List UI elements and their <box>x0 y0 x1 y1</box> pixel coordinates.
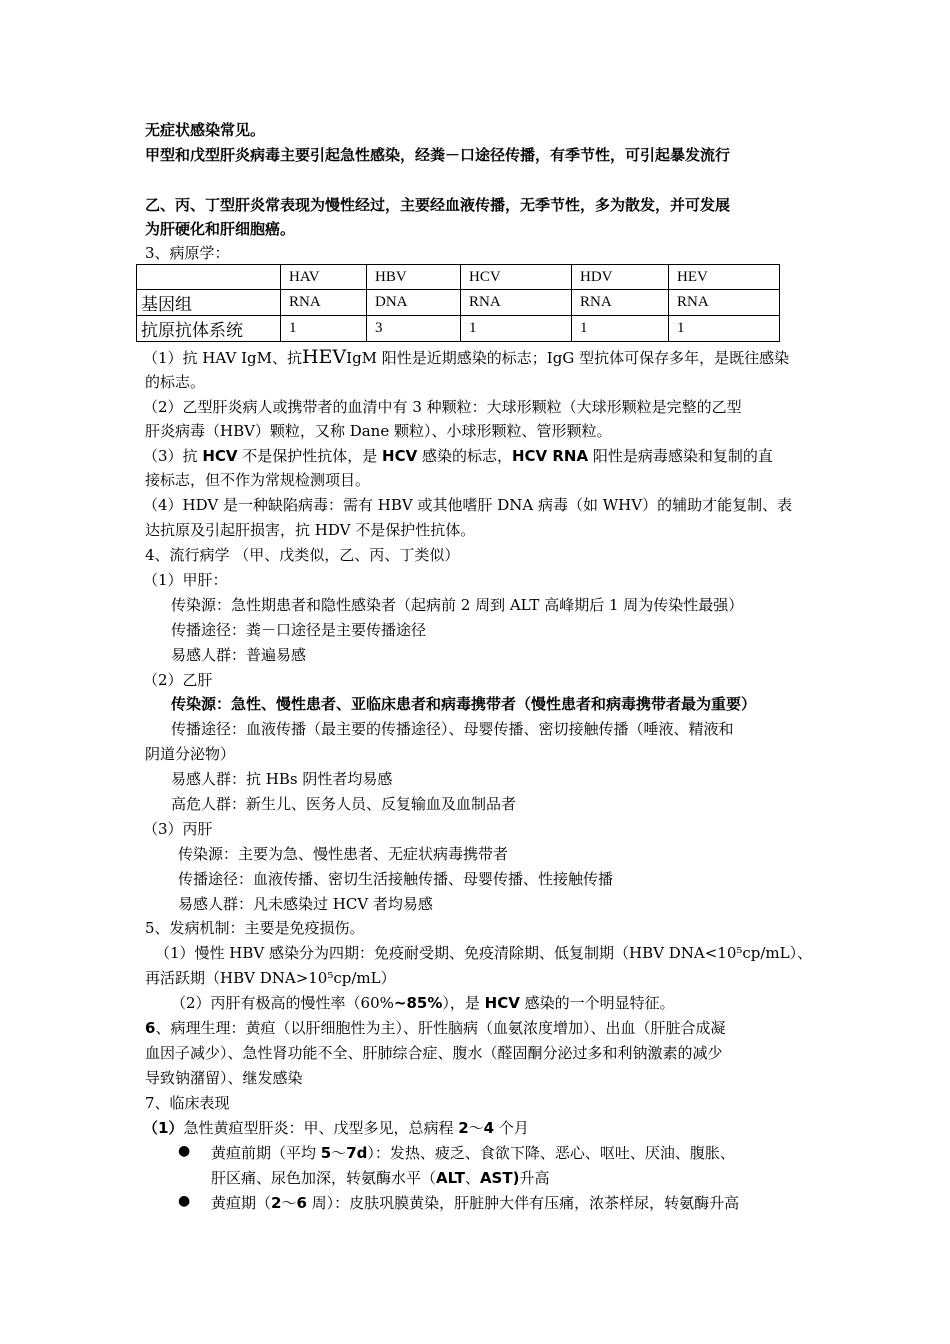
s5-p2-text-b: ），是 <box>442 994 485 1012</box>
table-row <box>137 316 780 342</box>
s3-p1-line-1 <box>143 347 789 368</box>
s7-b1-days-to: 7d <box>346 1144 368 1162</box>
s3-p1-text-b: IgM 阳性是近期感染的标志；IgG 型抗体可保存多年，是既往感染 <box>346 349 790 367</box>
s7-p1-months-from: 2 <box>458 1119 469 1137</box>
s4-b-line-1: 传染源：急性、慢性患者、亚临床患者和病毒携带者（慢性患者和病毒携带者最为重要） <box>171 695 757 713</box>
pathogen-table <box>136 264 780 342</box>
s7-p1-months-to: 4 <box>483 1119 495 1137</box>
s3-p4-line-2: 达抗原及引起肝损害，抗 HDV 不是保护性抗体。 <box>145 521 476 539</box>
s5-p2-range: ~85% <box>393 994 443 1012</box>
s3-p3-text-a: （3）抗 <box>143 447 203 465</box>
table-cell: RNA <box>669 290 780 316</box>
s3-p3-line-1 <box>143 446 773 466</box>
s7-b2-weeks-to: 6 <box>296 1194 307 1212</box>
table-cell: RNA <box>461 290 572 316</box>
s6-number: 6 <box>145 1019 156 1037</box>
section-4-title: 4、流行病学 （甲、戊类似，乙、丙、丁类似） <box>145 546 460 564</box>
intro-line-1: 无症状感染常见。 <box>145 121 266 139</box>
s4-a-line-3: 易感人群：普遍易感 <box>171 646 307 664</box>
s3-p4-line-1: （4）HDV 是一种缺陷病毒：需有 HBV 或其他嗜肝 DNA 病毒（如 WHV）的辅助才能复制、表 <box>143 496 793 514</box>
s7-p1-line <box>143 1118 529 1138</box>
s5-p2-text-a: （2）丙肝有极高的慢性率（60% <box>171 994 394 1012</box>
s6-line-2: 血因子减少）、急性肾功能不全、肝肺综合症、腹水（醛固酮分泌过多和利钠激素的减少 <box>145 1044 723 1062</box>
bullet-icon: ● <box>178 1193 191 1209</box>
section-5-title: 5、发病机制：主要是免疫损伤。 <box>145 919 365 937</box>
intro-line-2: 甲型和戊型肝炎病毒主要引起急性感染，经粪－口途径传播，有季节性，可引起暴发流行 <box>145 146 731 164</box>
s6-line-1 <box>145 1018 725 1038</box>
s7-b1-ast: AST) <box>479 1169 520 1187</box>
s4-c-line-3: 易感人群：凡未感染过 HCV 者均易感 <box>178 895 433 913</box>
table-header-row <box>137 265 780 290</box>
s7-b2-weeks-from: 2 <box>271 1194 282 1212</box>
s3-p3-hcv-2: HCV <box>382 447 418 465</box>
s7-b1-sep: 、 <box>464 1169 480 1187</box>
s4-c-title: （3）丙肝 <box>143 820 213 838</box>
s3-p3-text-c: 感染的标志， <box>417 447 512 465</box>
s3-p3-hcv-rna: HCV RNA <box>511 447 589 465</box>
s3-p1-line-2: 的标志。 <box>145 373 206 391</box>
s4-a-title: （1）甲肝： <box>143 571 228 589</box>
s4-b-line-3: 易感人群：抗 HBs 阴性者均易感 <box>171 770 393 788</box>
s3-p3-text-d: 阳性是病毒感染和复制的直 <box>588 447 773 465</box>
s7-b1-alt: ALT <box>436 1169 465 1187</box>
intro-line-4: 为肝硬化和肝细胞癌。 <box>145 220 296 238</box>
s7-bullet-1-line-1 <box>211 1143 735 1163</box>
table-cell: 1 <box>669 316 780 342</box>
s5-p1-line-1: （1）慢性 HBV 感染分为四期：免疫耐受期、免疫清除期、低复制期（HBV DNA<10⁵cp/mL）、 <box>155 944 813 962</box>
s7-p1-text-b: 个月 <box>494 1119 529 1137</box>
s7-b1-text-d: 升高 <box>519 1169 550 1187</box>
s6-text: 、病理生理：黄疸（以肝细胞性为主）、肝性脑病（血氨浓度增加）、出血（肝脏合成凝 <box>155 1019 726 1037</box>
s7-b2-text-b: 周）：皮肤巩膜黄染，肝脏肿大伴有压痛，浓茶样尿，转氨酶升高 <box>306 1194 740 1212</box>
s7-p1-number: （1） <box>143 1119 184 1137</box>
bullet-icon: ● <box>178 1143 191 1159</box>
s3-p3-hcv-1: HCV <box>202 447 238 465</box>
table-cell: 基因组 <box>137 290 281 316</box>
s3-p3-line-2: 接标志，但不作为常规检测项目。 <box>145 471 371 489</box>
table-header-cell: HDV <box>572 265 669 290</box>
s5-p1-line-2: 再活跃期（HBV DNA>10⁵cp/mL） <box>145 969 396 987</box>
s5-p2-line <box>171 993 675 1013</box>
s7-b2-tilde: ～ <box>281 1194 297 1212</box>
s3-p2-line-2: 肝炎病毒（HBV）颗粒，又称 Dane 颗粒）、小球形颗粒、管形颗粒。 <box>145 422 612 440</box>
table-cell: 抗原抗体系统 <box>137 316 281 342</box>
table-cell: 3 <box>367 316 461 342</box>
table-header-cell: HAV <box>281 265 367 290</box>
table-row <box>137 290 780 316</box>
s7-bullet-2-line-1 <box>211 1193 739 1213</box>
s3-p2-line-1: （2）乙型肝炎病人或携带者的血清中有 3 种颗粒：大球形颗粒（大球形颗粒是完整的乙型 <box>143 398 742 416</box>
s7-b2-text-a: 黄疸期（ <box>211 1194 272 1212</box>
s4-c-line-2: 传播途径：血液传播、密切生活接触传播、母婴传播、性接触传播 <box>178 870 614 888</box>
table-header-cell: HBV <box>367 265 461 290</box>
s7-b1-text-c: 肝区痛、尿色加深，转氨酶水平（ <box>211 1169 437 1187</box>
s4-b-line-2a: 传播途径：血液传播（最主要的传播途径）、母婴传播、密切接触传播（唾液、精液和 <box>171 720 734 738</box>
table-cell: RNA <box>572 290 669 316</box>
s7-b1-text-a: 黄疸前期（平均 <box>211 1144 321 1162</box>
section-7-title: 7、临床表现 <box>145 1094 230 1112</box>
table-cell: 1 <box>281 316 367 342</box>
s3-p3-text-b: 不是保护性抗体，是 <box>237 447 383 465</box>
s4-b-line-4: 高危人群：新生儿、医务人员、反复输血及血制品者 <box>171 795 517 813</box>
s3-p1-text-a: （1）抗 HAV IgM、抗 <box>143 349 302 367</box>
section-3-title: 3、病原学： <box>145 244 230 262</box>
table-cell: RNA <box>281 290 367 316</box>
s7-p1-tilde: ～ <box>468 1119 484 1137</box>
s5-p2-text-c: 感染的一个明显特征。 <box>519 994 675 1012</box>
s5-p2-hcv: HCV <box>484 994 520 1012</box>
s4-a-line-2: 传播途径：粪－口途径是主要传播途径 <box>171 621 427 639</box>
s7-b1-tilde: ～ <box>331 1144 347 1162</box>
table-cell: 1 <box>572 316 669 342</box>
s4-c-line-1: 传染源：主要为急、慢性患者、无症状病毒携带者 <box>178 845 509 863</box>
table-cell: DNA <box>367 290 461 316</box>
s4-a-line-1: 传染源：急性期患者和隐性感染者（起病前 2 周到 ALT 高峰期后 1 周为传染性最强） <box>171 596 744 614</box>
intro-line-3: 乙、丙、丁型肝炎常表现为慢性经过，主要经血液传播，无季节性，多为散发，并可发展 <box>145 196 731 214</box>
table-header-cell: HCV <box>461 265 572 290</box>
s7-b1-days-from: 5 <box>320 1144 332 1162</box>
s7-b1-text-b: ）：发热、疲乏、食欲下降、恶心、呕吐、厌油、腹胀、 <box>367 1144 735 1162</box>
table-header-cell <box>137 265 281 290</box>
s7-p1-text-a: 急性黄疸型肝炎：甲、戊型多见，总病程 <box>183 1119 459 1137</box>
s4-b-line-2b: 阴道分泌物） <box>145 745 236 763</box>
s3-p1-hev: HEV <box>301 346 347 368</box>
s4-b-title: （2）乙肝 <box>143 671 213 689</box>
table-header-cell: HEV <box>669 265 780 290</box>
s7-bullet-1-line-2 <box>211 1168 549 1188</box>
s6-line-3: 导致钠潴留）、继发感染 <box>145 1069 303 1087</box>
table-cell: 1 <box>461 316 572 342</box>
